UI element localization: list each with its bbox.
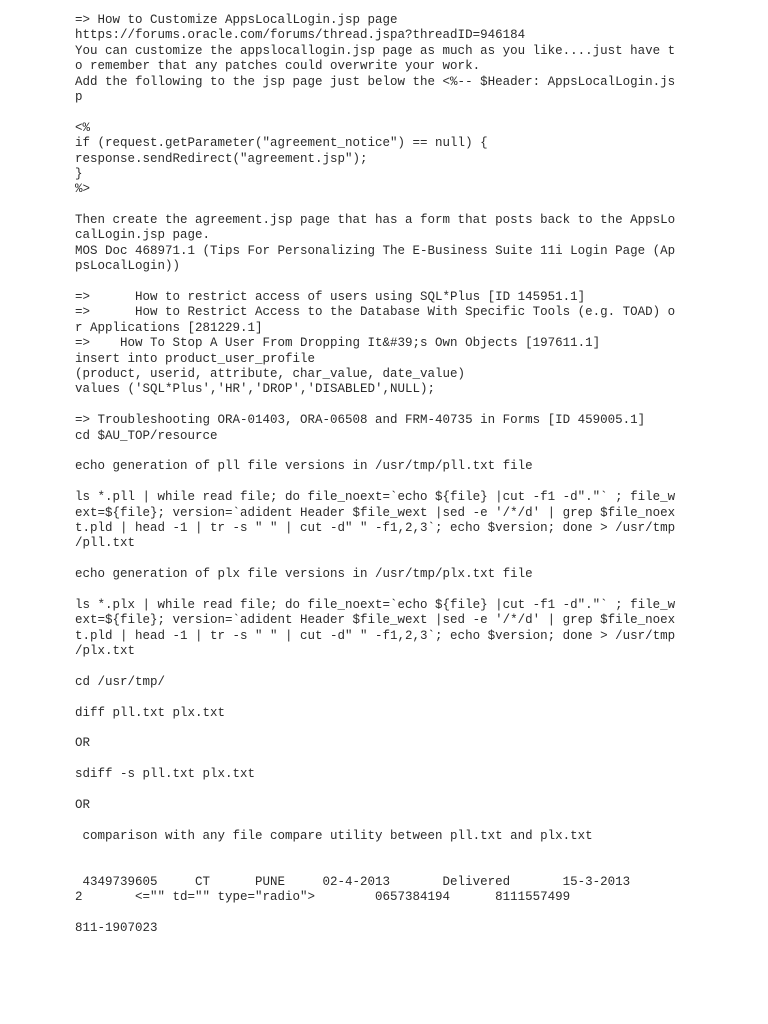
text-line: Then create the agreement.jsp page that has a form that posts back to the AppsLo: [75, 213, 676, 228]
text-line: ext=${file}; version=`adident Header $file_wext |sed -e '/*/d' | grep $file_noex: [75, 505, 676, 520]
text-line: insert into product_user_profile: [75, 351, 316, 366]
text-line: calLogin.jsp page.: [75, 228, 211, 243]
text-line: o remember that any patches could overwrite your work.: [75, 59, 481, 74]
text-line: ext=${file}; version=`adident Header $file_wext |sed -e '/*/d' | grep $file_noex: [75, 613, 676, 628]
text-line: [75, 552, 675, 567]
text-line: [75, 813, 675, 828]
text-line: [75, 752, 675, 767]
text-line: response.sendRedirect("agreement.jsp");: [75, 151, 368, 166]
text-line: [75, 105, 675, 120]
text-line: MOS Doc 468971.1 (Tips For Personalizing The E-Business Suite 11i Login Page (Ap: [75, 243, 676, 258]
text-line: r Applications [281229.1]: [75, 320, 263, 335]
text-line: t.pld | head -1 | tr -s " " | cut -d" " -f1,2,3`; echo $version; done > /usr/tmp: [75, 520, 676, 535]
text-line: [75, 198, 675, 213]
text-line: => Troubleshooting ORA-01403, ORA-06508 and FRM-40735 in Forms [ID 459005.1]: [75, 413, 646, 428]
text-line: [75, 721, 675, 736]
text-line: }: [75, 166, 83, 181]
text-line: [75, 783, 675, 798]
text-line: [75, 475, 675, 490]
text-line: [75, 582, 675, 597]
text-line: diff pll.txt plx.txt: [75, 705, 226, 720]
text-line: => How To Stop A User From Dropping It&#39;s Own Objects [197611.1]: [75, 336, 601, 351]
text-line: [75, 275, 675, 290]
text-line: echo generation of plx file versions in /usr/tmp/plx.txt file: [75, 567, 533, 582]
text-line: 2 <="" td="" type="radio"> 0657384194 8111557499: [75, 890, 571, 905]
text-line: sdiff -s pll.txt plx.txt: [75, 767, 256, 782]
text-line: => How to Customize AppsLocalLogin.jsp page: [75, 13, 398, 27]
text-line: comparison with any file compare utility between pll.txt and plx.txt: [75, 828, 593, 843]
text-line: => How to restrict access of users using SQL*Plus [ID 145951.1]: [75, 290, 586, 305]
text-line: [75, 690, 675, 705]
text-line: You can customize the appslocallogin.jsp page as much as you like....just have t: [75, 43, 676, 58]
text-line: echo generation of pll file versions in /usr/tmp/pll.txt file: [75, 459, 533, 474]
text-line: Add the following to the jsp page just below the <%-- $Header: AppsLocalLogin.js: [75, 74, 676, 89]
text-line: <%: [75, 120, 91, 135]
text-line: => How to Restrict Access to the Database With Specific Tools (e.g. TOAD) o: [75, 305, 676, 320]
text-line: OR: [75, 797, 91, 812]
text-line: /plx.txt: [75, 644, 136, 659]
text-line: OR: [75, 736, 91, 751]
text-line: cd /usr/tmp/: [75, 674, 166, 689]
text-line: %>: [75, 182, 91, 197]
text-line: [75, 398, 675, 413]
text-line: https://forums.oracle.com/forums/thread.jspa?threadID=946184: [75, 28, 526, 43]
text-line: if (request.getParameter("agreement_notice") == null) {: [75, 136, 488, 151]
text-line: [75, 444, 675, 459]
text-line: /pll.txt: [75, 536, 136, 551]
text-line: ls *.pll | while read file; do file_noext=`echo ${file} |cut -f1 -d"."` ; file_w: [75, 490, 676, 505]
text-line: ls *.plx | while read file; do file_noext=`echo ${file} |cut -f1 -d"."` ; file_w: [75, 597, 676, 612]
text-line: 4349739605 CT PUNE 02-4-2013 Delivered 15-3-2013: [75, 874, 631, 889]
text-line: [75, 906, 675, 921]
text-line: psLocalLogin)): [75, 259, 181, 274]
text-line: 811-1907023: [75, 921, 158, 936]
text-line: (product, userid, attribute, char_value, date_value): [75, 366, 466, 381]
document-body: [75, 13, 675, 936]
text-line: [75, 844, 675, 859]
text-line: [75, 659, 675, 674]
text-line: cd $AU_TOP/resource: [75, 428, 218, 443]
text-line: [75, 859, 675, 874]
text-line: values ('SQL*Plus','HR','DROP','DISABLED',NULL);: [75, 382, 436, 397]
text-line: t.pld | head -1 | tr -s " " | cut -d" " -f1,2,3`; echo $version; done > /usr/tmp: [75, 628, 676, 643]
text-line: p: [75, 89, 83, 104]
